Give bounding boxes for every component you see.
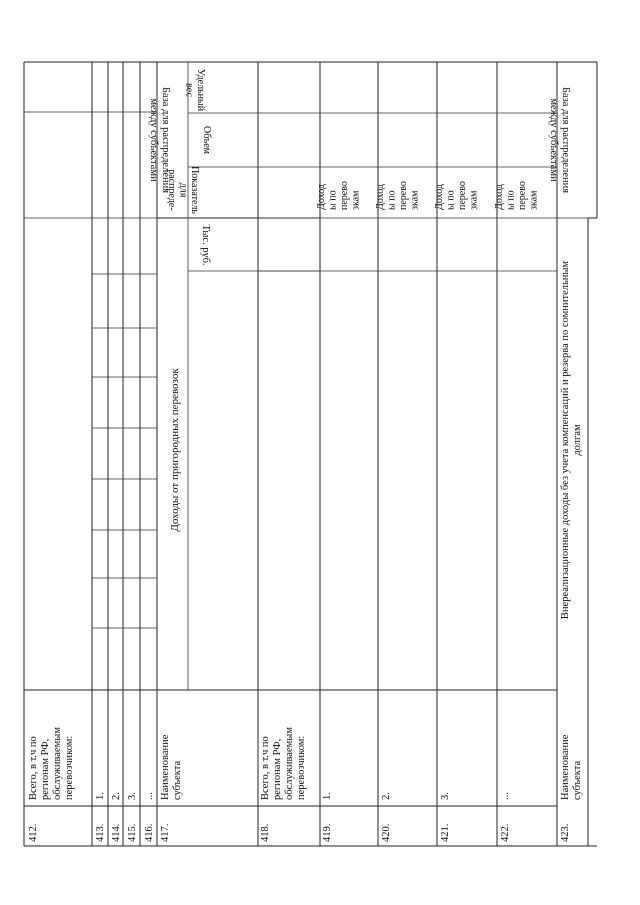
row-name-412	[28, 727, 75, 800]
indicator-value-419-line: зкам	[350, 190, 362, 210]
indicator-value-419-line: перево	[339, 181, 350, 210]
row-number-415-line: 415.	[127, 823, 138, 842]
indicator-value-420-line: зкам	[409, 190, 421, 210]
row-name-423-line: субъекта	[572, 760, 583, 800]
row-number-416	[144, 824, 155, 842]
row-number-416-line: 416.	[144, 823, 155, 842]
row-name-417	[160, 734, 183, 800]
indicator-value-419-line: Доход	[316, 184, 327, 210]
row-name-415-line: 3.	[127, 792, 138, 800]
row-name-416	[144, 792, 155, 800]
row-name-414-line: 2.	[111, 792, 122, 800]
row-name-418-line: перевозчиком:	[296, 735, 307, 800]
indicator-value-419	[316, 181, 362, 210]
row-number-413	[95, 824, 106, 842]
suburban-base-header-line: между субъектами	[148, 98, 159, 182]
row-number-422	[500, 824, 511, 842]
nonoperating-title-line: долгам	[572, 424, 583, 456]
row-name-423	[560, 734, 583, 800]
row-name-418-line: Всего, в т.ч по	[260, 736, 271, 800]
row-number-423-line: 423.	[560, 823, 571, 842]
row-number-421-line: 421.	[440, 823, 451, 842]
row-name-415	[127, 792, 138, 800]
indicator-value-422-line: ы по	[505, 190, 517, 210]
row-name-412-line: перевозчиком:	[64, 735, 75, 800]
row-name-417-line: Наименование	[160, 734, 171, 800]
row-number-412	[28, 824, 39, 842]
indicator-value-421	[434, 181, 480, 210]
indicator-value-421-line: Доход	[434, 184, 445, 210]
row-name-417-line: субъекта	[172, 760, 183, 800]
row-name-418-line: обслуживаемым	[284, 727, 295, 800]
suburban-title-line: Доходы от пригородных перевозок	[169, 368, 181, 532]
nonoperating-base-header	[548, 87, 571, 193]
row-number-423	[560, 824, 571, 842]
row-name-422-line: ...	[500, 792, 511, 800]
suburban-title	[169, 368, 181, 532]
row-number-420	[381, 824, 392, 842]
row-number-417-line: 417.	[160, 823, 171, 842]
indicator-column-header	[166, 166, 200, 214]
indicator-value-420-line: ы по	[386, 190, 398, 210]
row-name-412-line: Всего, в т.ч по	[28, 736, 39, 800]
row-number-419	[322, 824, 333, 842]
indicator-value-421-line: перево	[457, 181, 468, 210]
indicator-value-420	[375, 181, 421, 210]
indicator-value-420-line: Доход	[375, 184, 386, 210]
row-number-420-line: 420.	[381, 823, 392, 842]
volume-column-header-line: Объем	[201, 126, 212, 154]
row-name-418-line: регионам РФ,	[272, 738, 283, 800]
row-name-418	[260, 727, 307, 800]
row-name-412-line: регионам РФ,	[40, 738, 51, 800]
share-column-header-line: Удельный	[195, 68, 206, 112]
row-name-421	[440, 792, 451, 800]
row-number-414	[111, 824, 122, 842]
indicator-value-419-line: ы по	[327, 190, 339, 210]
row-number-412-line: 412.	[28, 823, 39, 842]
nonoperating-title-line: Внереализационные доходы без учета компенсаций и резерва по сомнительным	[560, 260, 571, 620]
indicator-value-422-line: зкам	[528, 190, 540, 210]
row-number-417	[160, 824, 171, 842]
suburban-base-header-line: База для распределения	[160, 86, 171, 194]
row-number-415	[127, 824, 138, 842]
row-number-421	[440, 824, 451, 842]
row-name-416-line: ...	[144, 792, 155, 800]
row-name-420	[381, 792, 392, 800]
volume-column-header	[201, 126, 212, 155]
row-name-412-line: обслуживаемым	[52, 727, 63, 800]
indicator-value-422	[494, 181, 540, 210]
row-number-414-line: 414.	[111, 823, 122, 842]
indicator-column-header-line: распреде-	[166, 169, 177, 211]
row-number-419-line: 419.	[322, 823, 333, 842]
suburban-unit-label-line: Тыс. руб.	[200, 224, 211, 266]
row-number-418	[260, 824, 271, 842]
row-name-421-line: 3.	[440, 792, 451, 800]
share-column-header	[184, 69, 207, 112]
row-number-418-line: 418.	[260, 823, 271, 842]
indicator-value-420-line: перево	[398, 181, 409, 210]
nonoperating-title	[560, 261, 583, 619]
row-name-413	[95, 792, 106, 800]
row-number-422-line: 422.	[500, 823, 511, 842]
row-name-423-line: Наименование	[560, 734, 571, 800]
indicator-column-header-line: Показатель	[189, 166, 200, 214]
row-name-420-line: 2.	[381, 792, 392, 800]
nonoperating-base-header-line: База для распределения	[560, 86, 571, 194]
row-name-422	[500, 792, 511, 800]
row-name-419	[322, 792, 333, 800]
indicator-value-421-line: ы по	[445, 190, 457, 210]
indicator-column-header-line: для	[177, 182, 189, 198]
suburban-unit-label	[200, 224, 211, 265]
row-name-419-line: 1.	[322, 792, 333, 800]
share-column-header-line: вес	[183, 83, 195, 97]
nonoperating-base-header-line: между субъектами	[548, 98, 559, 182]
row-name-413-line: 1.	[95, 792, 106, 800]
indicator-value-422-line: перево	[517, 181, 528, 210]
row-name-414	[111, 792, 122, 800]
indicator-value-421-line: зкам	[468, 190, 480, 210]
indicator-value-422-line: Доход	[494, 184, 505, 210]
row-number-413-line: 413.	[95, 823, 106, 842]
